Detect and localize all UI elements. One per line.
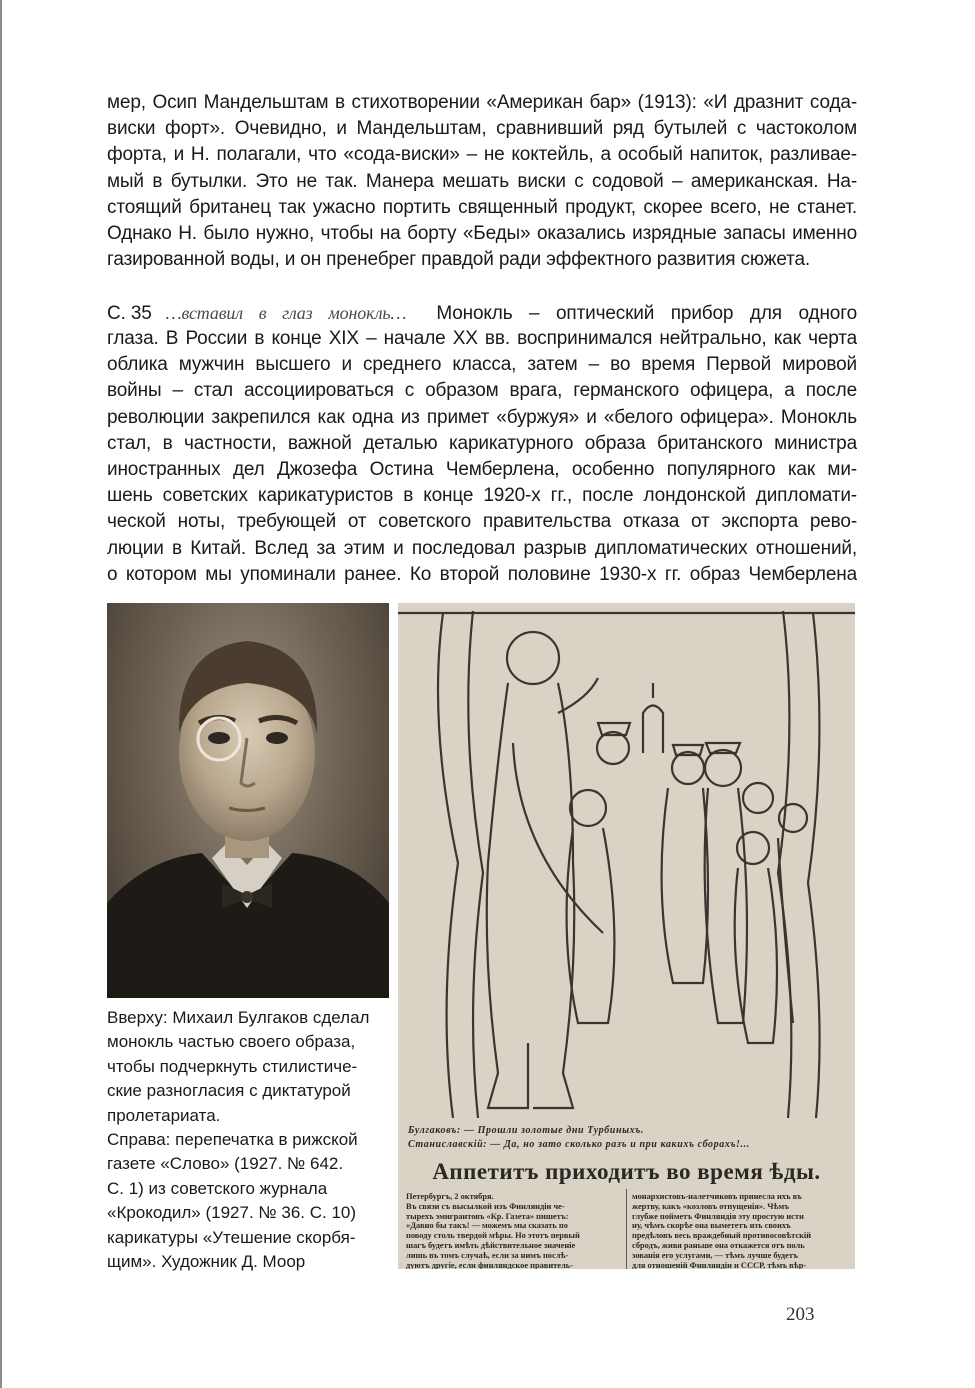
entry-heading-line xyxy=(107,300,857,326)
newspaper-line: зованія его услугами, — тѣмъ лучше будетъ xyxy=(632,1250,798,1260)
newspaper-line: глубже пойметъ Финляндія эту простую исти xyxy=(632,1211,804,1221)
newspaper-line: Въ связи съ высылкой изъ Финляндіи че- xyxy=(406,1201,565,1211)
newspaper-line: жертву, какъ «козловъ отпущенія». Чѣмъ xyxy=(632,1201,790,1211)
entry-first-line: Монокль – оптический прибор для одного xyxy=(436,303,857,324)
entry-page-ref: С. 35 xyxy=(107,303,152,324)
caption-line: щим». Художник Д. Моор xyxy=(107,1252,306,1271)
text-line: виски форт». Очевидно, и Мандельштам, сравнивший ряд бутылей с частоколом xyxy=(107,118,857,140)
caption-line: Вверху: Михаил Булгаков сделал xyxy=(107,1008,370,1027)
cartoon-headline: Аппетитъ приходитъ во время ѣды. xyxy=(432,1159,821,1184)
newspaper-line: «Давно бы такъ! — можемъ мы сказать по xyxy=(406,1221,568,1231)
newspaper-line: дуютъ другіе, если финляндское правитель- xyxy=(406,1260,573,1269)
cartoon-caption-line-1: Булгаковъ: — Прошли золотые дни Турбиныхъ. xyxy=(408,1125,644,1136)
newspaper-line: поводу столь твердой мѣры. Но этотъ первый xyxy=(406,1231,580,1241)
newspaper-line: Петербургъ, 2 октября. xyxy=(406,1192,494,1201)
caption-line: монокль частью своего образа, xyxy=(107,1032,356,1052)
text-line: газированной воды, и он пренебрег правдой ради эффектного развития сюжета. xyxy=(107,249,811,271)
newspaper-line: монархистовъ-налетчиковъ принесла ихъ въ xyxy=(632,1192,802,1201)
bulgakov-portrait-photo xyxy=(107,603,389,998)
text-line: глаза. В России в конце XIX – начале XX вв. воспринимался нейтрально, как черта xyxy=(107,328,857,349)
newspaper-line: сбродъ, живя раньше она откажется отъ поль xyxy=(632,1241,805,1250)
cartoon-column-rule xyxy=(626,1189,627,1269)
entry-lemma: …вставил в глаз монокль… xyxy=(165,303,407,323)
caption-line: чтобы подчеркнуть стилистиче- xyxy=(107,1056,358,1076)
newspaper-line: для отношеній Финляндіи и СССР, тѣмъ вѣр- xyxy=(632,1260,807,1269)
text-line: о котором мы упоминали ранее. Ко второй половине 1930-х гг. образ Чемберлена xyxy=(107,563,857,585)
newspaper-line: предѣловъ весь враждебный противосовѣтскій xyxy=(632,1231,812,1241)
text-line: мый в бутылки. Это не так. Манера мешать виски с содовой – американская. На- xyxy=(107,170,857,192)
text-line: шень советских карикатуристов в конце 1920-х гг., после лондонской дипломати- xyxy=(107,485,857,507)
text-line: иностранных дел Джозефа Остина Чемберлена, особенно популярного как ми- xyxy=(107,459,857,480)
text-line: революции закрепился как одна из примет «буржуя» и «белого офицера». Монокль xyxy=(107,406,857,428)
caption-line: «Крокодил» (1927. № 36. С. 10) xyxy=(107,1203,357,1223)
newspaper-line: тырехъ эмигрантовъ «Кр. Газета» пишетъ: xyxy=(406,1211,569,1221)
text-line: Однако Н. было нужно, чтобы на борту «Беды» оказались изрядные запасы именно xyxy=(107,223,857,244)
text-line: форта, и Н. полагали, что «сода-виски» – не коктейль, а особый напиток, разливае- xyxy=(107,144,857,166)
cartoon-caption-line-2: Станиславскій: — Да, но зато сколько разъ и при какихъ сборахъ!... xyxy=(408,1139,750,1150)
caption-line: Справа: перепечатка в рижской xyxy=(107,1130,358,1149)
caption-line: газете «Слово» (1927. № 642. xyxy=(107,1154,344,1174)
newspaper-line: лишь въ томъ случаѣ, если за нимъ послѣ- xyxy=(406,1250,569,1260)
text-line: люции в Китай. Вслед за этим и последовал разрыв дипломатических отношений, xyxy=(107,537,857,559)
caption-line: карикатуры «Утешение скорбя- xyxy=(107,1227,356,1247)
caption-line: ские разногласия с диктатурой xyxy=(107,1081,351,1101)
krokodil-cartoon-reprint xyxy=(398,603,855,1269)
text-line: стоящий британец так ужасно портить священный продукт, скорее всего, не станет. xyxy=(107,196,857,218)
text-line: стал, в частности, важной деталью карикатурного образа британского министра xyxy=(107,432,857,454)
text-line: войны – стал ассоциироваться с образом врага, германского офицера, а после xyxy=(107,380,857,402)
caption-line: пролетариата. xyxy=(107,1105,221,1125)
text-line: ческой ноты, требующей от советского правительства отказа от экспорта рево- xyxy=(107,511,857,533)
text-line: облика мужчин высшего и среднего класса, затем – во время Первой мировой xyxy=(107,354,857,376)
page-edge-rule xyxy=(0,0,2,1388)
text-line: мер, Осип Мандельштам в стихотворении «Американ бар» (1913): «И дразнит сода- xyxy=(107,92,857,113)
caption-line: С. 1) из советского журнала xyxy=(107,1178,328,1198)
page-number: 203 xyxy=(786,1304,815,1325)
newspaper-line: шагъ будетъ имѣть дѣйствительное значеніе xyxy=(406,1241,576,1250)
newspaper-line: ну, чѣмъ скорѣе она вымететъ изъ своихъ xyxy=(632,1221,791,1231)
